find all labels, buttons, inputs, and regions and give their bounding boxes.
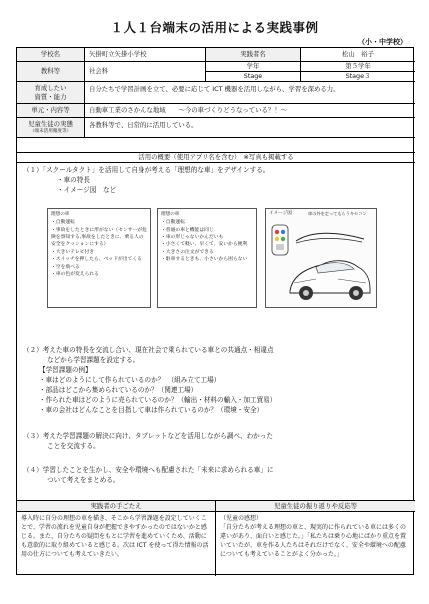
status-label-main: 児童生徒の実態 xyxy=(28,120,73,129)
car-drawing xyxy=(266,209,376,307)
subject-value: 社会科 xyxy=(85,62,206,82)
overview-body xyxy=(17,163,415,501)
overview-p4-line1: （４）学習したことを生かし、安全や環境へも配慮された「未来に求められる車」に xyxy=(23,466,274,474)
overview-p1-sub1: ・車の特長 xyxy=(57,176,90,184)
overview-p2-head: 【学習課題の例】 xyxy=(39,366,92,374)
grade-value: 第５学年 xyxy=(301,62,415,72)
teacher-label: 実践者名 xyxy=(206,48,301,62)
student-card-a-item: ・自動運転 xyxy=(51,220,75,226)
student-card-b-title: 理想の車 xyxy=(161,212,180,217)
overview-p2-item: ・部品はどこから集められているのか？（関連工場） xyxy=(39,386,198,394)
school-value: 矢掛町立矢掛小学校 xyxy=(85,48,206,62)
student-reflection-head: （児童の感想） xyxy=(220,515,263,522)
student-card-b-item: ・駐車するときも、小さいから困らない xyxy=(161,257,248,263)
status-label-sub: （端末活用頻度等） xyxy=(29,128,72,134)
student-card-a-item: ・事故をしたときに形がない（センサーが危険を察知する,事故をしたときに、乗る人の xyxy=(51,227,147,240)
student-reflection-body xyxy=(216,512,415,576)
status-value: 各教科等で、日常的に活用している。 xyxy=(85,118,415,138)
school-level: （小・中学校） xyxy=(358,38,407,46)
ability-label-line1: 育成したい xyxy=(34,83,67,92)
student-card-b xyxy=(157,208,257,308)
overview-p1-main: （１）「スクールタクト」を活用して自身が考える「理想的な車」をデザインする。 xyxy=(23,166,270,174)
student-card-a xyxy=(47,208,151,308)
doc-title: １人１台端末の活用による実践事例 xyxy=(110,20,319,35)
teacher-reflection-text: 導入時に自分の理想の車を描き、そこから学習課題を設定していくことで、学習の流れを児童自身が把握できやすかったのではないかと感じる。また、自分たちの疑問をもとに学習を進めていくため、活動にも意欲的に取り組めていると感じる。次は ICT を使って得た情報の活用の仕方についても考えていきたい。 xyxy=(17,512,216,576)
unit-label: 単元・内容等 xyxy=(17,104,85,118)
teacher-reflection-header: 実践者の手ごたえ xyxy=(17,501,216,512)
image-label: イメージ図 xyxy=(269,211,292,216)
ability-value: 自分たちで学習計画を立て、必要に応じて ICT 機器を活用しながら、学習を深める力。 xyxy=(85,82,415,104)
student-card-b-item: ・自動運転 xyxy=(161,220,185,226)
overview-p2-item: ・車はどのようにして作られているのか？ （組み立て工場） xyxy=(39,376,221,384)
overview-p2-item: ・作られた車はどのように売られているのか？（輸出・材料の輸入・加工貿易） xyxy=(39,396,277,404)
subject-label: 教科等 xyxy=(17,62,85,82)
student-card-b-item: ・小さくて軽い、早くて、安いから便利 xyxy=(161,242,248,248)
image-note: 車の外を走ってもらうキセコン xyxy=(308,211,367,216)
student-card-a-item: ・車の色が変えられる xyxy=(51,272,99,278)
overview-p1-sub2: ・イメージ図 など xyxy=(57,186,117,194)
stage-value: Stage３ xyxy=(301,72,415,82)
overview-header: 活用の概要（使用アプリ名を含む） ※写真も掲載する xyxy=(17,152,415,163)
stage-label: Stage xyxy=(206,72,301,82)
student-card-b-item: ・大きさの注文ができる xyxy=(161,249,214,255)
student-card-b-item: ・普通の車と機能は同じ xyxy=(161,227,214,233)
overview-p3-line1: （３）考えた学習課題の解決に向け、タブレットなどを活用しながら調べ、わかった xyxy=(23,432,273,440)
student-card-a-title: 理想の車 xyxy=(51,212,70,217)
ability-label-line2: 資質・能力 xyxy=(34,92,67,101)
student-card-a-item: 安全をクッションにする） xyxy=(51,242,109,248)
status-label xyxy=(17,118,85,138)
student-card-a-item: ・スイッチを押したら、ベッドが出てくる xyxy=(51,257,142,263)
student-card-b-item: ・車の形じゃないかんだいも xyxy=(161,234,224,240)
car-design-image xyxy=(265,208,377,308)
teacher-value: 松山 裕子 xyxy=(301,48,415,62)
unit-value: 自動車工業のさかんな地域 ～今の車づくりどうなっている？！～ xyxy=(85,104,415,118)
ability-label xyxy=(17,82,85,104)
overview-p2-item: ・車の会社はどんなことを目指して車は作られているのか？（環境・安全） xyxy=(39,406,264,414)
overview-p2-line2: などから学習課題を設定する。 xyxy=(47,356,140,364)
school-label: 学校名 xyxy=(17,48,85,62)
report-sheet xyxy=(16,47,414,575)
overview-p3-line2: ことを交流する。 xyxy=(47,442,100,450)
grade-label: 学年 xyxy=(206,62,301,72)
overview-p2-line1: （２）考えた車の特長を交流し合い、現在社会で乗られている車との共通点・相違点 xyxy=(23,346,274,354)
student-card-a-item: ・空を飛べる xyxy=(51,264,80,270)
student-reflection-text: 「自分たちが考える理想の車と、現実的に作られている車には多くの違いがあり、面白いと感じた。」「私たちは乗り心地にばかり重点を置いていたが、車を作る人たちはそれだけでなく、安全や環境への配慮についても考えていることがよく分かった。」 xyxy=(220,524,407,558)
student-reflection-header: 児童生徒の振り返りや反応等 xyxy=(216,501,415,512)
overview-p4-line2: ついて考えをまとめる。 xyxy=(47,476,120,484)
student-card-a-item: ・大きいテレビ付き xyxy=(51,249,95,255)
